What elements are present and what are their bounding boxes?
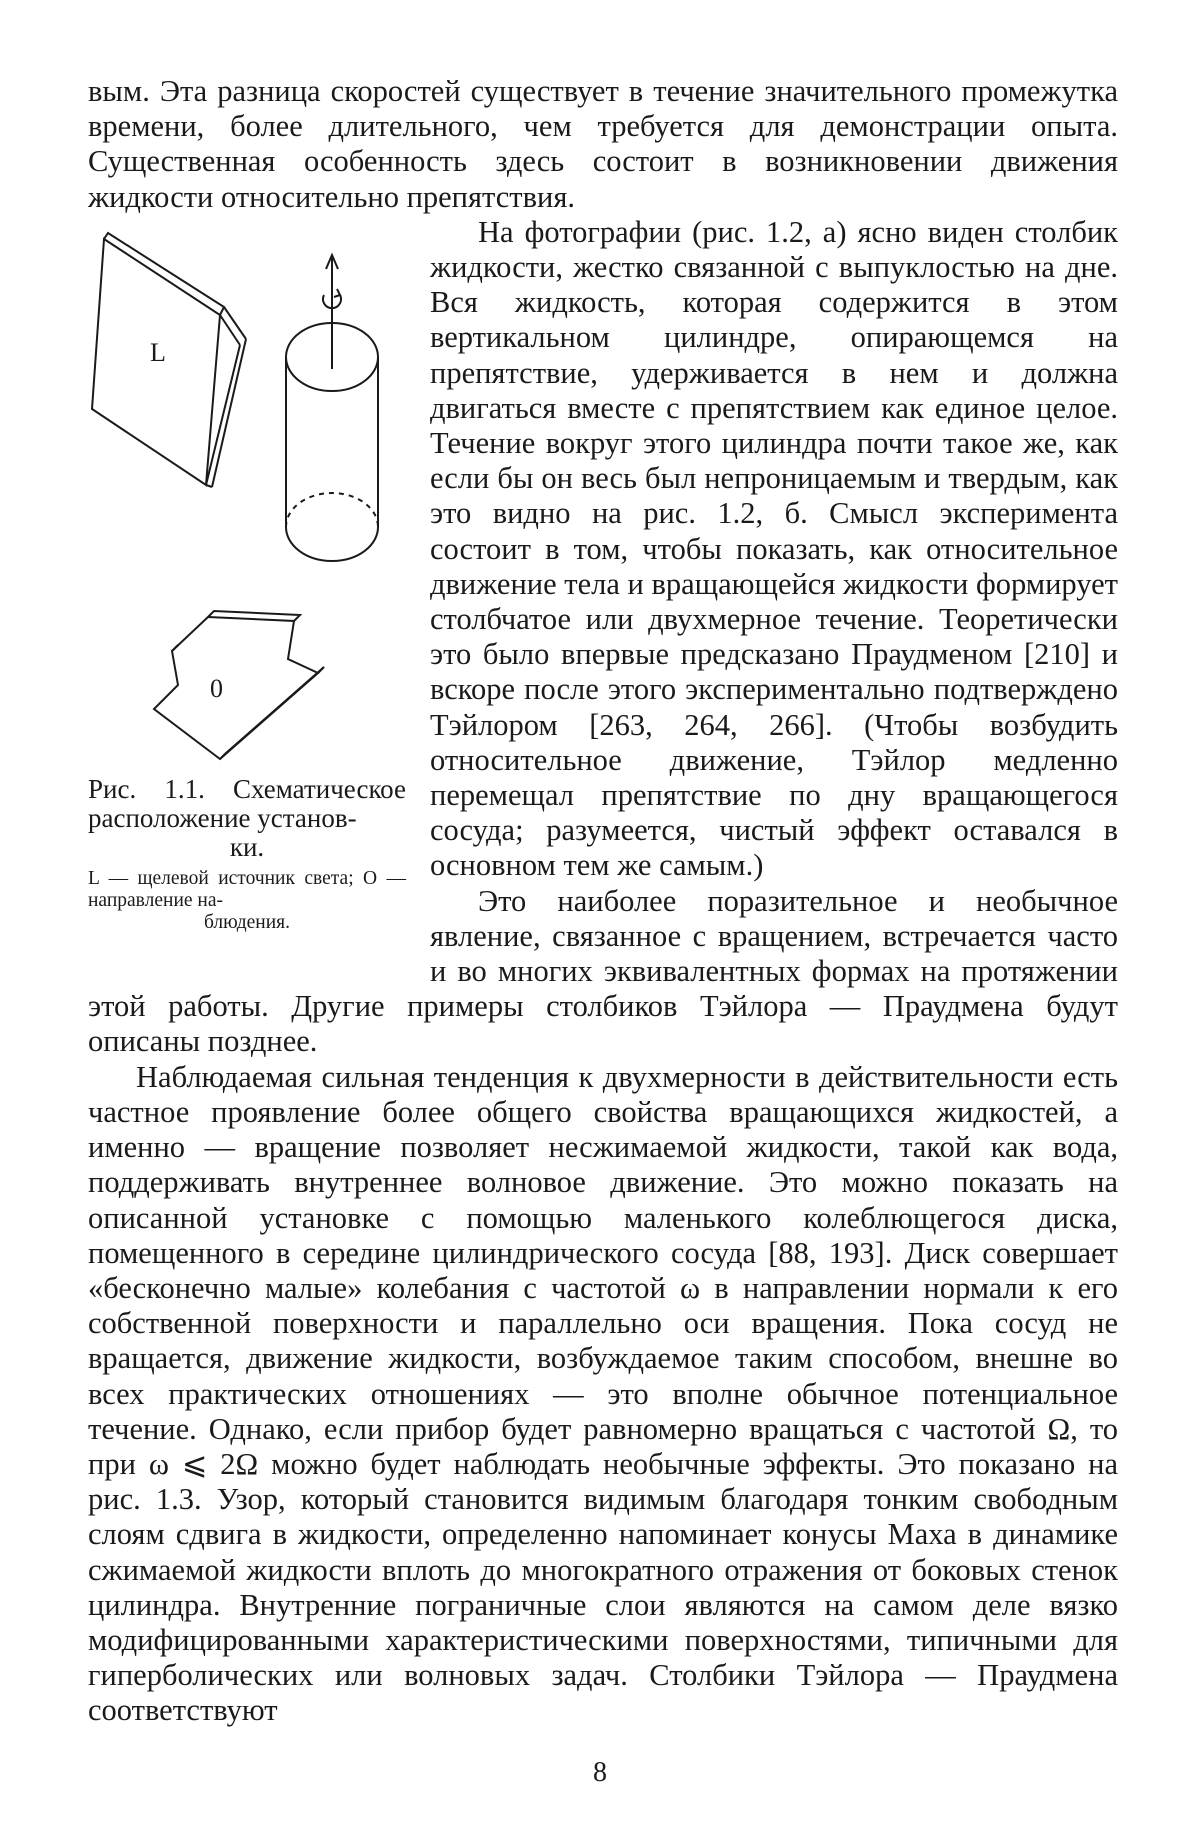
paragraph-remarkable: Это наиболее поразительное и необычное явление, связанное с вращением, встречается часто и во многих эквивалентных формах на протяжении этой работы. Другие примеры столбиков Тэйлора — Праудмена будут описаны позднее.: [88, 883, 1118, 1059]
label-observation: 0: [210, 673, 223, 703]
caption-title: Рис. 1.1. Схематическое расположение установ- ки.: [88, 773, 406, 862]
paragraph-observed: Наблюдаемая сильная тенденция к двухмерности в действительности есть частное проявление более общего свойства вращающихся жидкостей, а именно — вращение позволяет несжимаемой жидкости, такой как вода, поддерживать внутреннее волновое движение. Это можно показать на описанной установке с помощью маленького колеблющегося диска, помещенного в середине цилиндрического сосуда [88, 193]. Диск совершает «бесконечно малые» колебания с частотой ω в направлении нормали к его собственной поверхности и параллельно оси вращения. Пока сосуд не вращается, движение жидкости, возбуждаемое таким способом, внешне во всех практических отношениях — это вполне обычное потенциальное течение. Однако, если прибор будет равномерно вращаться с частотой Ω, то при ω ⩽ 2Ω можно будет наблюдать необычные эффекты. Это показано на рис. 1.3. Узор, который становится видимым благодаря тонким свободным слоям сдвига в жидкости, определенно напоминает конусы Маха в динамике сжимаемой жидкости вплоть до многократного отражения от боковых стенок цилиндра. Внутренние пограничные слои являются на самом деле вязко модифицированными характеристическими поверхностями, типичными для гиперболических или волновых задач. Столбики Тэйлора — Праудмена соответствуют: [88, 1059, 1118, 1728]
rotation-axis-icon: [323, 255, 341, 369]
figure: [88, 219, 406, 982]
page-number: 8: [593, 1757, 607, 1788]
figure-1-1-diagram: [88, 219, 406, 775]
label-light-source: L: [150, 337, 166, 367]
observation-direction-panel: [154, 611, 324, 759]
light-source-panel: [92, 233, 246, 487]
paragraph-photo: L 0 Рис. 1.1. Схематическое расположение установ- ки. L — щелевой источник света; O — направление на- блюдения. На фотографии (рис. 1.2, а) ясно виден столбик жидкости, жестко связанной с выпуклостью на дне. Вся жидкость, которая содержится в этом вертикальном цилиндре, опирающемся на препятствие, удерживается в нем и должна двигаться вместе с препятствием как единое целое. Течение вокруг этого цилиндра почти такое же, как если бы он весь был непроницаемым и твердым, как это видно на рис. 1.2, б. Смысл эксперимента состоит в том, чтобы показать, как относительное движение тела и вращающейся жидкости формирует столбчатое или двухмерное течение. Теоретически это было впервые предсказано Праудменом [210] и вскоре после этого экспериментально подтверждено Тэйлором [263, 264, 266]. (Чтобы возбудить относительное движение, Тэйлор медленно перемещал препятствие по дну вращающегося сосуда; разумеется, чистый эффект оставался в основном тем же самым.): [88, 215, 1118, 884]
figure-caption: [88, 775, 406, 934]
page-body: [88, 74, 1118, 1729]
paragraph-intro: вым. Эта разница скоростей существует в течение значительного промежутка времени, более длительного, чем требуется для демонстрации опыта. Существенная особенность здесь состоит в возникновении движения жидкости относительно препятствия.: [88, 74, 1118, 214]
caption-legend: L — щелевой источник света; O — направление на- блюдения.: [88, 867, 406, 933]
